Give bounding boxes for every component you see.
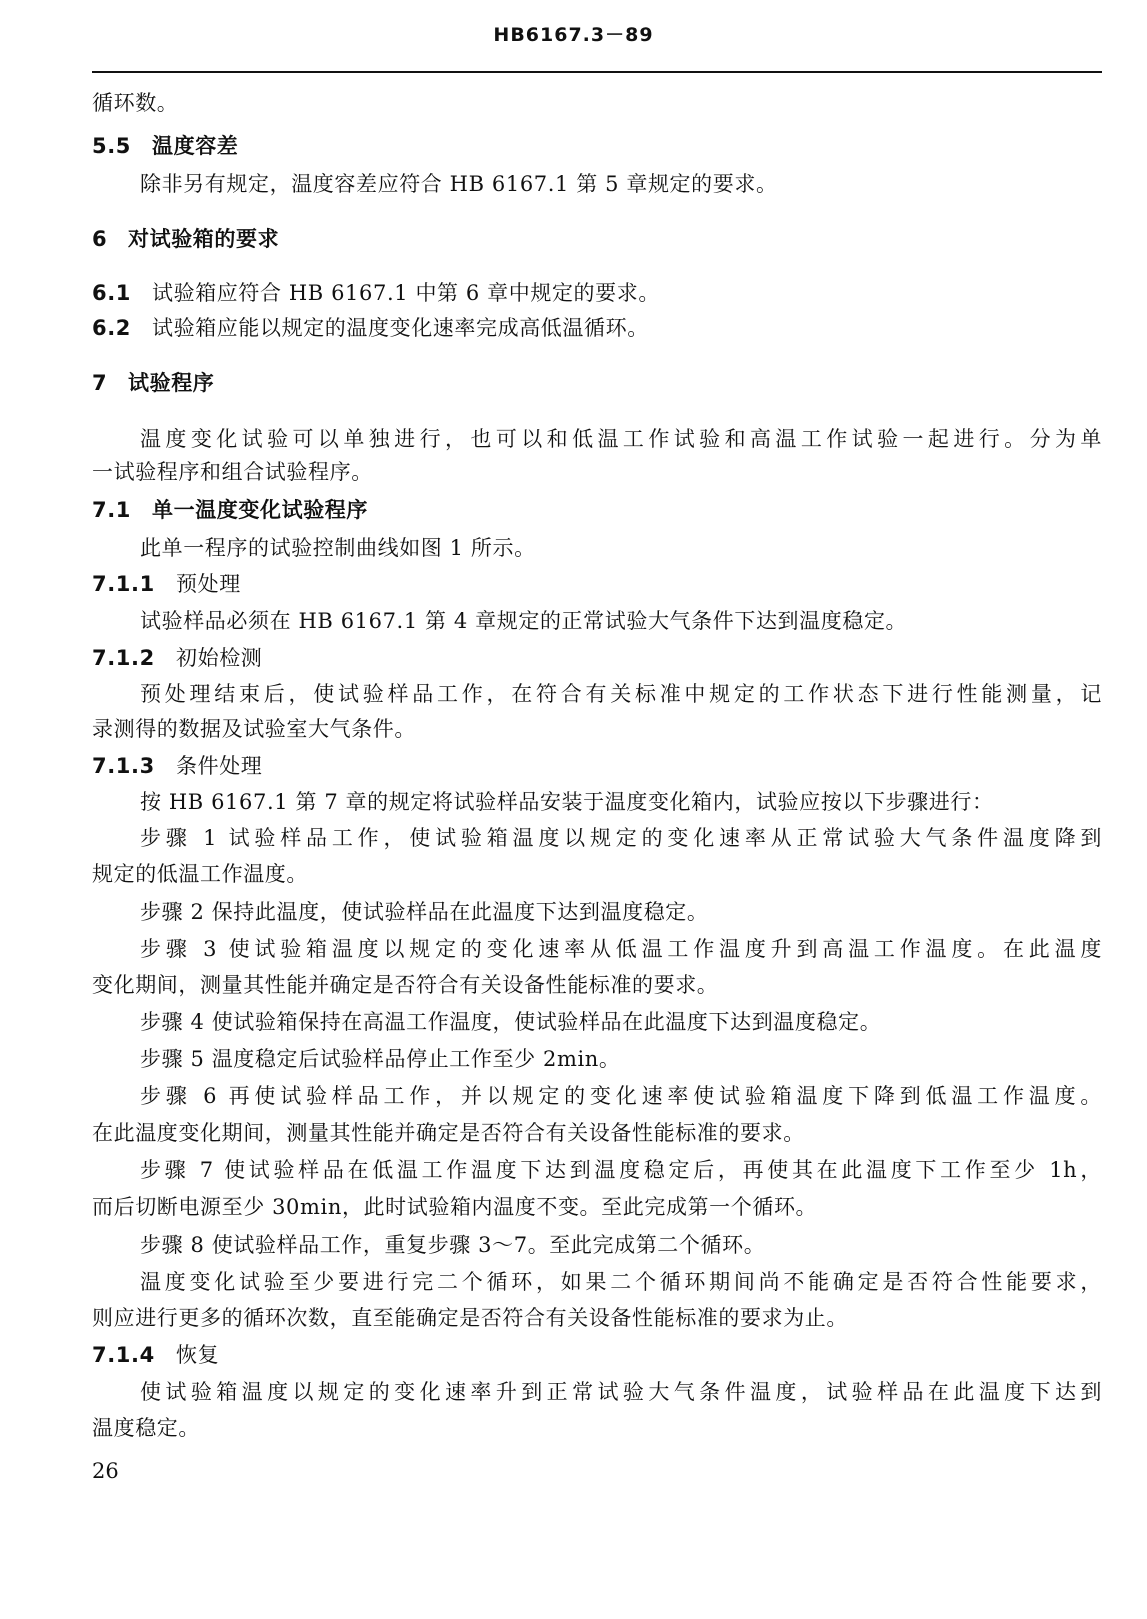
section-number: 5.5 (92, 134, 132, 158)
section-number: 6.1 (92, 281, 132, 305)
section-text: 试验箱应符合 HB 6167.1 中第 6 章中规定的要求。 (152, 281, 660, 305)
section-title: 预处理 (176, 572, 241, 596)
step-7-line-2: 而后切断电源至少 30min，此时试验箱内温度不变。至此完成第一个循环。 (92, 1195, 818, 1219)
section-7-1-1-text: 试验样品必须在 HB 6167.1 第 4 章规定的正常试验大气条件下达到温度稳定。 (140, 609, 908, 633)
section-title: 条件处理 (176, 754, 263, 778)
section-7-heading (92, 371, 1102, 395)
section-number: 6.2 (92, 316, 132, 340)
step-1-line-2: 规定的低温工作温度。 (92, 862, 308, 886)
section-7-1-2-heading (92, 646, 1102, 670)
section-7-1-text: 此单一程序的试验控制曲线如图 1 所示。 (140, 536, 536, 560)
page-number: 26 (92, 1459, 119, 1483)
step-3-line-2: 变化期间，测量其性能并确定是否符合有关设备性能标准的要求。 (92, 973, 719, 997)
section-number: 7.1.2 (92, 646, 155, 670)
section-6-2 (92, 316, 1102, 340)
step-2: 步骤 2 保持此温度，使试验样品在此温度下达到温度稳定。 (140, 900, 709, 924)
section-number: 7.1.1 (92, 572, 155, 596)
section-number: 7 (92, 371, 108, 395)
section-5-5-text: 除非另有规定，温度容差应符合 HB 6167.1 第 5 章规定的要求。 (140, 172, 778, 196)
section-number: 7.1.3 (92, 754, 155, 778)
section-7-1-4-text-line-2: 温度稳定。 (92, 1416, 200, 1440)
section-number: 6 (92, 227, 108, 251)
section-title: 恢复 (176, 1343, 220, 1367)
section-7-1-3-text: 按 HB 6167.1 第 7 章的规定将试验样品安装于温度变化箱内，试验应按以下步骤进行： (140, 790, 994, 814)
section-6-heading (92, 227, 1102, 251)
step-5: 步骤 5 温度稳定后试验样品停止工作至少 2min。 (140, 1047, 621, 1071)
section-7-1-2-text-line-1: 预处理结束后，使试验样品工作，在符合有关标准中规定的工作状态下进行性能测量，记 (140, 682, 1102, 706)
document-body (92, 91, 1102, 1440)
section-7-1-3-heading (92, 754, 1102, 778)
section-title: 初始检测 (176, 646, 263, 670)
section-7-text-line-1: 温度变化试验可以单独进行，也可以和低温工作试验和高温工作试验一起进行。分为单 (140, 427, 1102, 451)
step-7-line-1: 步骤 7 使试验样品在低温工作温度下达到温度稳定后，再使其在此温度下工作至少 1h， (140, 1158, 1102, 1182)
step-4: 步骤 4 使试验箱保持在高温工作温度，使试验样品在此温度下达到温度稳定。 (140, 1010, 882, 1034)
cycles-paragraph-line-2: 则应进行更多的循环次数，直至能确定是否符合有关设备性能标准的要求为止。 (92, 1306, 848, 1330)
header-divider (92, 71, 1102, 73)
section-title: 对试验箱的要求 (128, 227, 280, 251)
section-number: 7.1 (92, 498, 132, 522)
step-6-line-1: 步骤 6 再使试验样品工作，并以规定的变化速率使试验箱温度下降到低温工作温度。 (140, 1084, 1102, 1108)
section-5-5-heading (92, 134, 1102, 158)
section-text: 试验箱应能以规定的温度变化速率完成高低温循环。 (152, 316, 649, 340)
section-title: 单一温度变化试验程序 (152, 498, 368, 522)
section-7-1-2-text-line-2: 录测得的数据及试验室大气条件。 (92, 717, 416, 741)
step-3-line-1: 步骤 3 使试验箱温度以规定的变化速率从低温工作温度升到高温工作温度。在此温度 (140, 937, 1102, 961)
section-6-1 (92, 281, 1102, 305)
section-7-text-line-2: 一试验程序和组合试验程序。 (92, 460, 373, 484)
section-7-1-1-heading (92, 572, 1102, 596)
section-title: 温度容差 (152, 134, 239, 158)
step-6-line-2: 在此温度变化期间，测量其性能并确定是否符合有关设备性能标准的要求。 (92, 1121, 805, 1145)
step-1-line-1: 步骤 1 试验样品工作，使试验箱温度以规定的变化速率从正常试验大气条件温度降到 (140, 826, 1102, 850)
section-title: 试验程序 (128, 371, 215, 395)
document-number-header: HB6167.3－89 (493, 24, 654, 46)
section-7-1-heading (92, 498, 1102, 522)
section-7-1-4-text-line-1: 使试验箱温度以规定的变化速率升到正常试验大气条件温度，试验样品在此温度下达到 (140, 1380, 1102, 1404)
step-8: 步骤 8 使试验样品工作，重复步骤 3～7。至此完成第二个循环。 (140, 1233, 766, 1257)
cycles-paragraph-line-1: 温度变化试验至少要进行完二个循环，如果二个循环期间尚不能确定是否符合性能要求， (140, 1270, 1102, 1294)
paragraph-cycle-end: 循环数。 (92, 91, 179, 115)
section-number: 7.1.4 (92, 1343, 155, 1367)
section-7-1-4-heading (92, 1343, 1102, 1367)
